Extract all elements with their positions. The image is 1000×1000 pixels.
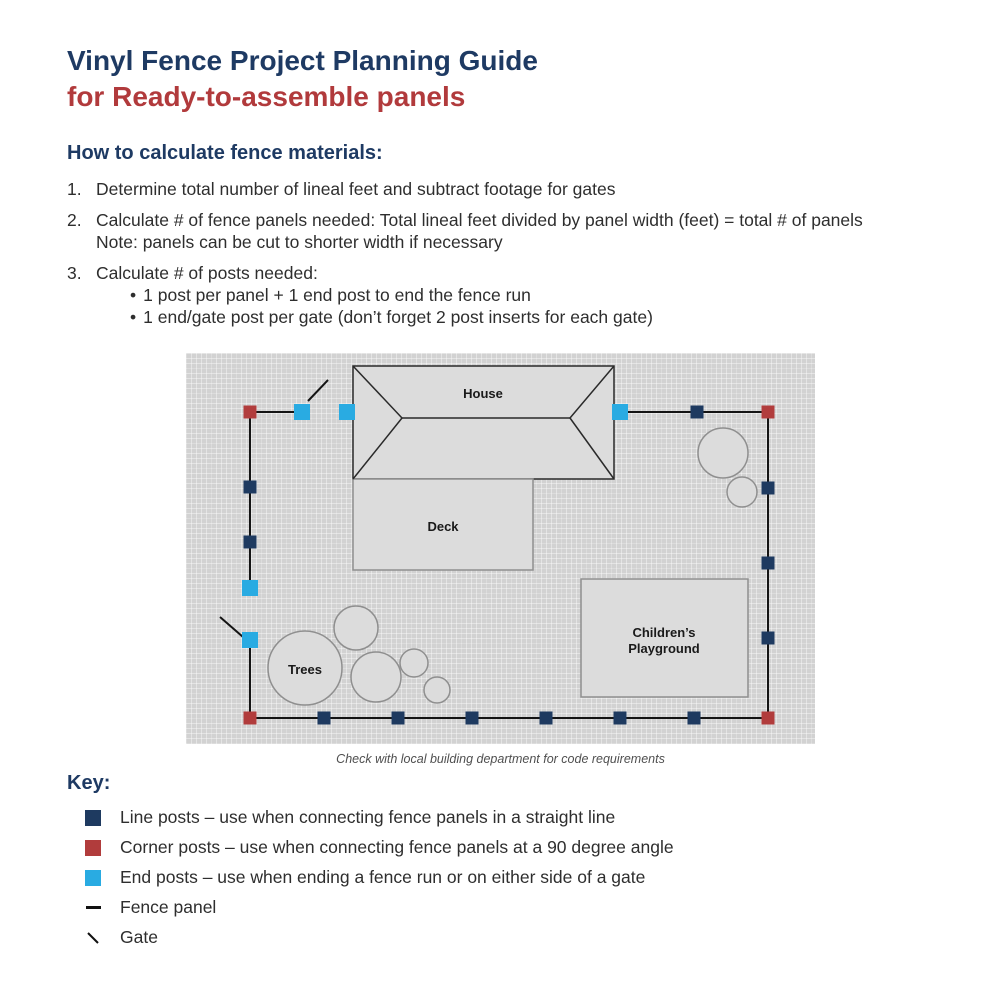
instructions-heading: How to calculate fence materials:	[67, 142, 383, 164]
tree-circle	[351, 652, 401, 702]
end-post	[242, 580, 258, 596]
site-plan-svg	[186, 353, 815, 744]
step-item-3	[67, 262, 977, 328]
line-post	[318, 712, 331, 725]
key-item-label: Line posts – use when connecting fence panels in a straight line	[120, 807, 616, 827]
plan-label: Children’s	[632, 625, 696, 640]
line-post	[244, 481, 257, 494]
fence-panel-icon	[86, 906, 101, 909]
end-post	[294, 404, 310, 420]
house-shape	[353, 366, 614, 479]
instructions-section	[67, 142, 977, 337]
tree-circle	[424, 677, 450, 703]
key-section	[67, 772, 674, 957]
gate-icon	[85, 930, 101, 946]
tree-circle	[400, 649, 428, 677]
step-number: 3.	[67, 263, 82, 283]
line-post	[466, 712, 479, 725]
key-item-line-posts	[67, 807, 674, 828]
line-post	[244, 536, 257, 549]
key-item-fence-panel	[67, 897, 674, 918]
step-note: Note: panels can be cut to shorter width if necessary	[96, 232, 503, 252]
step-text-main: Calculate # of posts needed:	[96, 263, 318, 283]
key-item-end-posts	[67, 867, 674, 888]
line-post	[614, 712, 627, 725]
step-text	[96, 262, 653, 328]
bullet-item: • 1 end/gate post per gate (don’t forget 2 post inserts for each gate)	[130, 306, 653, 328]
line-post	[762, 557, 775, 570]
step-text-main: Calculate # of fence panels needed: Total lineal feet divided by panel width (feet) = total # of panels	[96, 210, 863, 230]
end-post	[339, 404, 355, 420]
gate-line	[220, 617, 243, 637]
step-number: 2.	[67, 210, 82, 230]
end-post	[242, 632, 258, 648]
tree-circle	[727, 477, 757, 507]
line-post	[762, 632, 775, 645]
tree-circle	[698, 428, 748, 478]
key-item-gate	[67, 927, 674, 948]
gate-line	[308, 380, 328, 401]
corner-post	[762, 712, 775, 725]
step-text	[96, 209, 863, 253]
line-post	[392, 712, 405, 725]
end-post-swatch-icon	[85, 870, 101, 886]
key-item-label: Gate	[120, 927, 158, 947]
page-title: Vinyl Fence Project Planning Guide	[67, 45, 538, 76]
corner-post	[244, 712, 257, 725]
step-item-1	[67, 178, 977, 200]
bullet-item: • 1 post per panel + 1 end post to end the fence run	[130, 284, 653, 306]
line-post	[691, 406, 704, 419]
tree-circle	[334, 606, 378, 650]
key-item-label: Fence panel	[120, 897, 217, 917]
line-post	[688, 712, 701, 725]
line-post	[762, 482, 775, 495]
plan-label: Playground	[628, 641, 700, 656]
corner-post	[762, 406, 775, 419]
step-item-2	[67, 209, 977, 253]
page-subtitle: for Ready-to-assemble panels	[67, 81, 466, 112]
site-plan	[186, 353, 815, 744]
corner-post	[244, 406, 257, 419]
line-post-swatch-icon	[85, 810, 101, 826]
step-text: Determine total number of lineal feet and subtract footage for gates	[96, 179, 616, 199]
diagram-caption: Check with local building department for code requirements	[336, 752, 665, 766]
key-item-label: Corner posts – use when connecting fence panels at a 90 degree angle	[120, 837, 674, 857]
corner-post-swatch-icon	[85, 840, 101, 856]
key-heading: Key:	[67, 772, 111, 794]
key-item-corner-posts	[67, 837, 674, 858]
plan-label: Trees	[288, 662, 322, 677]
plan-label: House	[463, 386, 503, 401]
key-item-label: End posts – use when ending a fence run or on either side of a gate	[120, 867, 646, 887]
end-post	[612, 404, 628, 420]
line-post	[540, 712, 553, 725]
step-number: 1.	[67, 179, 82, 199]
plan-label: Deck	[427, 519, 459, 534]
page-header	[67, 44, 538, 114]
